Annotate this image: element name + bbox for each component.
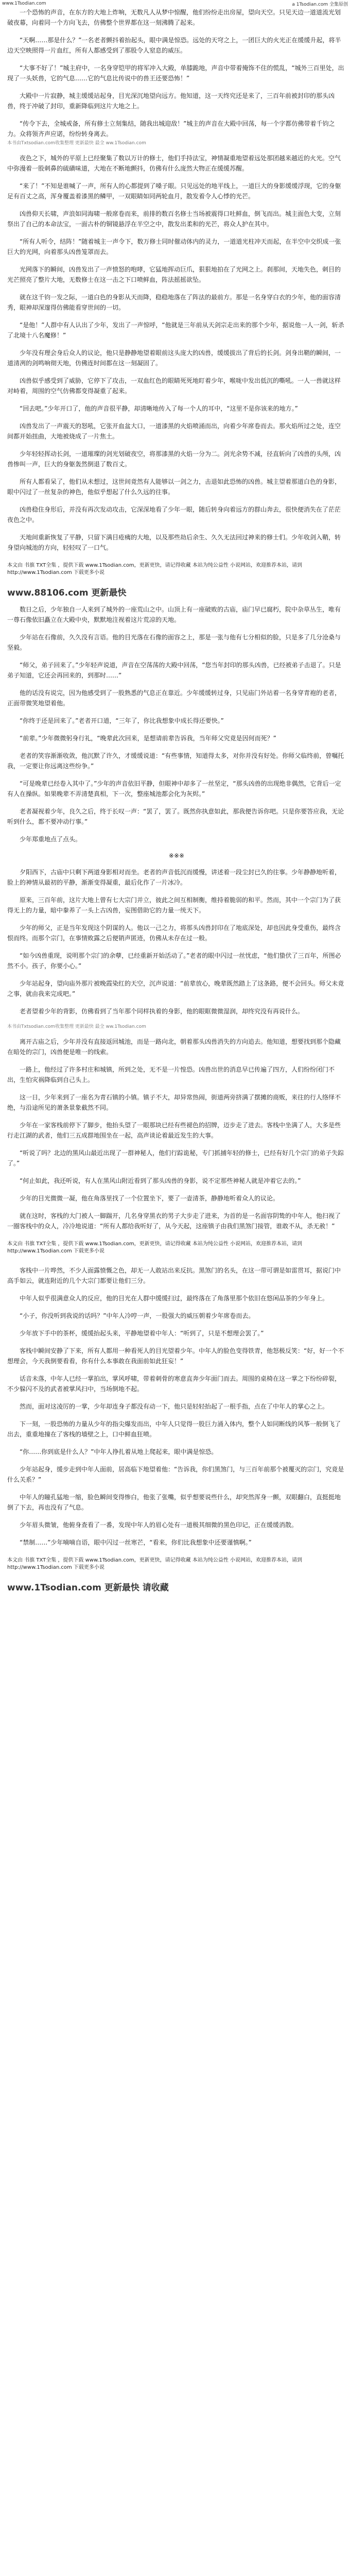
section-5 [7,867,346,1016]
paragraph: 一路上，他经过了许多村庄和城镇，所到之处，无不是一片惶恐。凶兽出世的消息早已传遍了四方，人们纷纷闭门不出，生怕灾祸降临到自己头上。 [7,1066,335,1083]
paragraph: “听说了吗？北边的黑风山最近出现了一群神秘人，他们行踪诡秘，专门抓捕年轻的修士，已经有好几个宗门的弟子失踪了。” [7,1149,344,1167]
paragraph: 他的话没有说完，因为他感受到了一股熟悉的气息正在靠近。少年缓缓转过身，只见庙门外站着一名身穿青袍的老者，正面带微笑地望着他。 [7,689,341,707]
scene-break: ※※※ [168,852,185,859]
top-bar [0,0,350,7]
paragraph: 夕阳西下，古庙中只剩下两道身影相对而坐。老者的声音低沉而缓慢，讲述着一段尘封已久的往事。少年静静地听着，脸上的神情从最初的平静，渐渐变得凝重，最后化作了一片冰冷。 [7,869,341,886]
watermark-large: www.88106.com 更新最快 [7,588,127,598]
paragraph: “所有人听令，结阵！”随着城主一声令下，数万修士同时催动体内的灵力，一道道光柱冲天而起，在半空中交织成一张巨大的光网，向着那头凶兽笼罩而去。 [7,238,341,256]
paragraph: 数日之后，少年独自一人来到了城外的一座荒山之中。山顶上有一座破败的古庙，庙门早已腐朽，院中杂草丛生，唯有一尊石像依旧矗立在大殿中央，默默地注视着这片荒凉的天地。 [7,606,341,623]
paragraph: 话音未落，中年人已经一掌拍出，掌风呼啸，带着刺骨的寒意直奔少年面门而去。周围的桌椅在这一掌之下纷纷碎裂，不少躲闪不及的武者被掌风扫中，当场倒地不起。 [7,1375,341,1393]
paragraph: 少年轻轻挥动长剑，一道璀璨的剑光划破夜空，将那漆黑的火焰一分为二。剑光余势不减，径直斩向了凶兽的头颅，凶兽惨叫一声，巨大的身躯轰然倒退了数百丈。 [7,450,341,468]
paragraph: “来了！”不知是谁喊了一声，所有人的心都提到了嗓子眼。只见远处的地平线上，一道巨大的身影缓缓浮现，它的身躯足有百丈之高，浑身覆盖着漆黑的鳞甲，一双眼睛如同两轮血月，散发着令人心悸的光芒。 [7,182,341,200]
paragraph: 中年人的瞳孔猛地一缩，脸色瞬间变得惨白，他张了张嘴，似乎想要说些什么，却突然浑身一颤，双眼翻白，直挺挺地倒了下去，再也没有了气息。 [7,1494,341,1511]
paragraph: “你终于还是回来了。”老者开口道，“三年了，你比我想象中成长得还要快。” [20,717,224,724]
site-ad-block: 本文由 书旗 TXT全集 ，提供下载 www.1Tsodian.com，更新更快，请记得收藏 本站为纯公益性 小说网站，欢迎推荐本站，请到 http://www.1Tsodian.com 下载更多小说 [7,563,303,575]
paragraph: 少年的目光微微一凝，他在角落里找了一个位置坐下，要了一壶清茶，静静地听着众人的议论。 [20,1195,279,1202]
paragraph: 夜色之下，城外的平原上已经聚集了数以万计的修士，他们手持法宝，神情凝重地望着远处那团越来越近的火光。空气中弥漫着一股刺鼻的硫磺味道，大地在不断地颤抖，仿佛有什么庞然大物正在缓缓苏醒。 [7,155,341,172]
paragraph: “可是晚辈已经卷入其中了。”少年的声音依旧平静，但眼神中却多了一丝坚定，“那头凶兽的出现绝非偶然，它背后一定有人在操纵。如果晚辈不弄清楚真相，下一次，整座城池都会化为灰烬。” [7,780,341,798]
paragraph: “前辈。”少年微微躬身行礼，“晚辈此次回来，是想请前辈告诉我，当年师父究竟是因何而死？” [20,735,276,742]
paragraph: 大殿中一片寂静，城主缓缓站起身，目光深沉地望向远方。他知道，这一天终究还是来了，三百年前被封印的那头凶兽，终于冲破了封印，重新降临到这片大地之上。 [7,92,335,110]
section-8 [7,1447,346,1548]
paragraph: 下一刻，一股恐怖的力量从少年的指尖爆发而出，中年人只觉得一股巨力涌入体内，整个人如同断线的风筝一般倒飞了出去，重重地撞在了客栈的墙壁之上，口中鲜血狂喷。 [7,1420,341,1438]
paragraph: 离开古庙之后，少年并没有直接返回城池，而是一路向北，朝着那头凶兽消失的方向追去。他知道，想要找到那个隐藏在暗处的宗门，凶兽便是唯一的线索。 [7,1038,341,1056]
paragraph: 然而，面对这凌厉的一掌，少年却连身子都没有动一下，他只是轻轻抬起了一根手指，点在了中年人的掌心之上。 [20,1403,329,1410]
paragraph: 少年站在石像前，久久没有言语。他的目光落在石像的面容之上，那是一张与他有七分相似的脸，只是多了几分沧桑与坚毅。 [7,634,341,651]
paragraph: 这一日，少年来到了一座名为青石镇的小镇。镇子不大，却异常热闹，街道两旁挤满了摆摊的商贩，来往的行人络绎不绝，与沿途所见的萧条景象截然不同。 [7,1094,341,1111]
paragraph: “传令下去，全城戒备，所有修士立刻集结，随我出城迎敌！”城主的声音在大殿中回荡，每一个字都仿佛带着千钧之力。众将领齐声应诺，纷纷转身离去。 [7,120,335,138]
section-3 [7,320,346,553]
top-left-url: www.1Tsodian.com [2,1,46,6]
paragraph: 老者望着少年的背影，仿佛看到了当年那个同样执着的身影，他的眼眶微微湿润，却终究没有再说什么。 [20,1008,304,1015]
paragraph: 凶兽发出了一声震天的怒吼，它张开血盆大口，一道漆黑的火焰喷涌而出，向着少年席卷而去。那火焰所过之处，连空间都开始扭曲，大地被烧成了一片焦土。 [7,422,341,440]
paragraph: 凶兽似乎感受到了威胁，它停下了攻击，一双血红色的眼睛死死地盯着少年，喉咙中发出低沉的嘶吼。一人一兽就这样对峙着，周围的空气仿佛都变得凝重了起来。 [7,377,341,395]
site-ad-block: 本文由 书旗 TXT全集 ，提供下载 www.1Tsodian.com，更新更快，请记得收藏 本站为纯公益性 小说网站，欢迎推荐本站，请到 http://www.1Tsodian.com 下载更多小说 [7,1241,303,1254]
paragraph: 少年放下手中的茶杯，缓缓抬起头来，平静地望着中年人：“听到了，只是不想理会罢了。” [20,1330,264,1337]
paragraph: 客栈中一片哗然，不少人面露愤慨之色，却无一人敢站出来反抗。黑煞门的名头，在这一带可谓是如雷贯耳，据说门中高手如云，就连附近的几个大宗门都要让他们三分。 [7,1267,341,1284]
watermark-small: 本书由Txtsodian.com收集整理 更新最快 最全 ww.1Tsodian.com [7,141,146,146]
paragraph: 原来，三百年前，这片大地上曾有七大宗门并立，彼此之间互相制衡，维持着脆弱的和平。然而，其中一个宗门为了获得无上的力量，暗中豢养了一头上古凶兽，妄图借助它的力量一统天下。 [7,896,341,914]
paragraph: “天啊……那是什么？”一名老者颤抖着抬起头，眼中满是惊恐。远处的天穹之上，一团巨大的火光正在缓缓升起，将半边天空映照得一片血红，所有人都感受到了那股令人窒息的威压。 [7,37,341,54]
paragraph: 客栈中瞬间安静了下来，所有人都用一种看死人的目光望着少年。中年人的脸色变得铁青，他怒极反笑：“好，好一个不想理会，今天我倒要看看，你有什么本事敢在我面前如此狂妄！” [7,1347,344,1365]
paragraph: “大事不好了！”城主府中，一名身穿铠甲的将军冲入大殿，单膝跪地，声音中带着掩饰不住的慌乱，“城外三百里处，出现了一头妖兽，它的气息……它的气息比传说中的兽王还要恐怖！” [7,64,344,82]
paragraph: 少年没有理会身后众人的议论，他只是静静地望着眼前这头庞大的凶兽，缓缓拔出了背后的长剑。剑身出鞘的瞬间，一道清冽的剑鸣响彻天地，仿佛连时间都在这一刻凝固了。 [7,349,341,367]
paragraph: “如今凶兽重现，说明那个宗门的余孽，已经重新开始活动了。”老者的眼中闪过一丝忧虑，“他们蛰伏了三百年，所图必然不小。孩子，你要小心。” [7,952,341,970]
paragraph: 中年人似乎很满意众人的反应，他的目光在人群中缓缓扫过，最终落在了角落里那个依旧在悠闲品茶的少年身上。 [20,1295,329,1302]
watermark-small: 本书由Txtsodian.com收集整理 更新最快 最全 ww.1Tsodian.com [7,1024,146,1029]
paragraph: 所有人都看呆了，他们从未想过，这世间竟然有人能够以一剑之力，击退如此恐怖的凶兽。城主望着那道白色的身影，眼中闪过了一丝复杂的神色，他似乎想起了什么久远的往事。 [7,478,341,496]
paragraph: 凶兽仰天长啸，声浪如同海啸一般席卷而来，前排的数百名修士当场被震得口吐鲜血，倒飞而出。城主面色大变，立刻祭出了自己的本命法宝，一面古朴的铜镜悬浮在半空之中，散发出柔和的光芒，将众人护在其中。 [7,210,341,228]
paragraph: 少年眉头微皱，他俯身查看了一番，发现中年人的眉心处有一道极其细微的黑色印记，正在缓缓消散。 [20,1521,298,1529]
paragraph: “小子，你没听到我说的话吗？”中年人冷哼一声，一股强大的威压朝着少年席卷而去。 [20,1312,255,1319]
section-6 [7,1037,346,1231]
paragraph: 凶兽稳住身形后，并没有再次发动攻击，它深深地看了少年一眼，随后转身向着远方的群山奔去，很快便消失在了茫茫夜色之中。 [7,506,341,523]
watermark-large: www.1Tsodian.com 更新最快 请收藏 [7,1583,169,1593]
paragraph: 一个恐怖的声音，在东方的大地上炸响，无数凡人从梦中惊醒，他们纷纷走出房屋，望向天空。只见天边一道道流光划破夜幕，向着同一个方向飞去，仿佛整个世界都在这一刻沸腾了起来。 [7,9,341,26]
section-2 [7,153,346,313]
paragraph: 老者的笑容渐渐收敛，他沉默了许久，才缓缓说道：“有些事情，知道得太多，对你并没有好处。你师父临终前，曾嘱托我，一定要让你远离这些纷争。” [7,752,344,770]
section-7 [7,1265,346,1439]
paragraph: 天地间重新恢复了平静，只留下满目疮痍的大地，以及那些劫后余生、久久无法回过神来的修士们。少年收剑入鞘，转身望向城池的方向，轻轻叹了一口气。 [7,534,341,551]
site-ad-block: 本文由 书旗 TXT全集 ，提供下载 www.1Tsodian.com，更新更快，请记得收藏 本站为纯公益性 小说网站，欢迎推荐本站，请到 http://www.1Tsodian.com 下载更多小说 [7,1557,303,1570]
paragraph: “你……你到底是什么人？”中年人挣扎着从地上爬起来，眼中满是惊恐。 [20,1448,218,1455]
top-right-label: a 1Tsodian.com 全集原创 [292,2,348,7]
paragraph: 少年站起身，缓步走到中年人面前，居高临下地望着他：“告诉我，你们黑煞门，与三百年前那个被覆灭的宗门，究竟是什么关系？” [7,1466,344,1483]
paragraph: “是他！”人群中有人认出了少年，发出了一声惊呼，“他就是三年前从天剑宗走出来的那个少年，据说他一人一剑，斩杀了北境十八名魔修！” [7,321,344,339]
chapter-content [0,7,350,1594]
paragraph: 就在这时，客栈的大门被人一脚踹开，几名身穿黑衣的男子大步走了进来，为首的是一名面容阴鸷的中年人，他扫视了一圈客栈中的众人，冷冷地说道：“所有人都给我听好了，从今天起，这座镇子由我们黑煞门接管，谁敢不从，杀无赦！” [7,1212,341,1230]
paragraph: 少年的师父，正是当年发现这个阴谋的人。他以一己之力，将那头凶兽封印在了地底深处，却也因此身受重伤，最终含恨而终。而那个宗门，在事情败露之后便销声匿迹，仿佛从未存在过一般。 [7,924,341,942]
paragraph: “禁制……”少年喃喃自语，眼中闪过一丝寒芒，“看来，你们比我想象中还要谨慎啊。” [20,1539,252,1546]
paragraph: 光网落下的瞬间，凶兽发出了一声愤怒的咆哮，它猛地挥动巨爪，狠狠地拍在了光网之上。刹那间，天地失色，刺目的光芒照亮了整片大地，无数修士在这一击之下口喷鲜血，阵法摇摇欲坠。 [7,266,341,283]
section-4 [7,604,346,844]
paragraph: 老者凝视着少年，良久之后，终于长叹一声：“罢了，罢了。既然你执意如此，那我便告诉你吧。只是你要答应我，无论听到什么，都不要冲动行事。” [7,808,344,825]
section-1 [7,7,346,139]
paragraph: “回去吧。”少年开口了，他的声音很平静，却清晰地传入了每一个人的耳中，“这里不是你该来的地方。” [20,405,298,412]
paragraph: “师父，弟子回来了。”少年轻声说道，声音在空荡荡的大殿中回荡，“您当年封印的那头凶兽，已经被弟子击退了。只是弟子知道，它还会再回来的，到那时……” [7,662,341,679]
paragraph: 就在这千钧一发之际，一道白色的身影从天而降，稳稳地落在了阵法的最前方。那是一名身穿白衣的少年，他的面容清秀，眼神却深邃得仿佛能看穿世间的一切。 [7,294,341,311]
paragraph: 少年在一家客栈前停下了脚步，他抬头望了一眼那块已经有些褪色的招牌，迈步走了进去。客栈中坐满了人，大多是些行走江湖的武者，他们三五成群地围坐在一起，高声谈论着最近发生的大事。 [7,1122,341,1139]
paragraph: 少年站起身，望向庙外那片被晚霞染红的天空，沉声说道：“前辈放心，晚辈既然踏上了这条路，便不会回头。师父未竟之事，就由我来完成吧。” [7,980,344,997]
paragraph: “何止如此，我还听说，有人在黑风山附近看到了那头凶兽的身影，说不定那些神秘人就是冲着它去的。” [20,1177,301,1184]
paragraph: 少年郑重地点了点头。 [20,836,82,843]
